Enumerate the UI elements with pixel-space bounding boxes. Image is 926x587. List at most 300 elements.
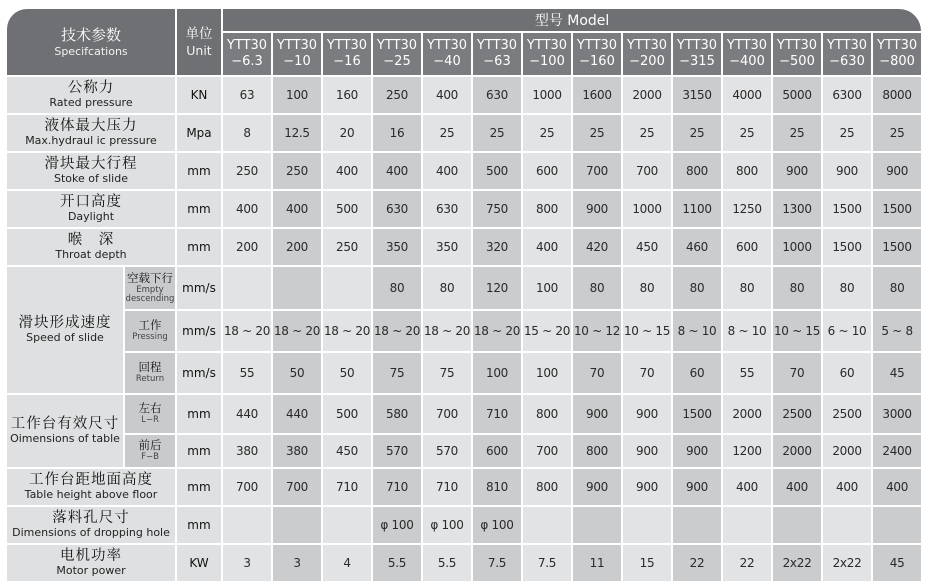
value-cell (273, 507, 321, 543)
unit-cell: mm/s (177, 353, 221, 393)
value-cell: φ 100 (473, 507, 521, 543)
value-cell: 80 (373, 267, 421, 309)
value-cell: 15 ~ 20 (523, 311, 571, 351)
value-cell: 800 (723, 153, 771, 189)
spec-table-body (7, 77, 921, 581)
value-cell: 420 (573, 229, 621, 265)
row-label-motor-power (7, 545, 175, 581)
model-series-text: YTT30 (476, 38, 518, 54)
value-cell: 400 (323, 153, 371, 189)
value-cell: 10 ~ 15 (623, 311, 671, 351)
value-cell: 700 (573, 153, 621, 189)
unit-cell: mm (177, 191, 221, 227)
value-cell: 400 (423, 153, 471, 189)
value-cell: 25 (623, 115, 671, 151)
value-cell: 18 ~ 20 (423, 311, 471, 351)
value-cell (673, 507, 721, 543)
value-cell: 900 (623, 469, 671, 505)
row-label-cn: 开口高度 (60, 193, 122, 210)
value-cell: 80 (623, 267, 671, 309)
value-cell: 800 (523, 469, 571, 505)
value-cell: 900 (573, 395, 621, 433)
unit-cell: Mpa (177, 115, 221, 151)
value-cell: 1200 (723, 435, 771, 467)
row-label-dropping-hole (7, 507, 175, 543)
value-cell: 400 (723, 469, 771, 505)
value-cell: 100 (523, 267, 571, 309)
value-cell: 750 (473, 191, 521, 227)
value-cell: 500 (323, 191, 371, 227)
model-series-text: YTT30 (576, 38, 618, 54)
value-cell: 450 (623, 229, 671, 265)
value-cell: 25 (473, 115, 521, 151)
value-cell: 4000 (723, 77, 771, 113)
row-label-en: Rated pressure (49, 96, 133, 110)
value-cell: 900 (573, 469, 621, 505)
value-cell: 200 (223, 229, 271, 265)
row-label-en: Dimensions of dropping hole (12, 526, 170, 540)
model-number-text: −6.3 (231, 54, 263, 70)
value-cell: 18 ~ 20 (473, 311, 521, 351)
row-label-cn: 落料孔尺寸 (52, 509, 130, 526)
row-sublabel-empty-descending (125, 267, 175, 309)
model-number-text: −500 (779, 54, 815, 70)
unit-cell: mm (177, 469, 221, 505)
row-sublabel-en: Return (135, 374, 165, 385)
value-cell: 700 (523, 435, 571, 467)
value-cell: 18 ~ 20 (373, 311, 421, 351)
value-cell: 25 (823, 115, 871, 151)
table-row-max-hydraulic-pressure (7, 115, 921, 151)
row-label-en: Daylight (67, 210, 115, 224)
value-cell: 710 (373, 469, 421, 505)
value-cell: 20 (323, 115, 371, 151)
value-cell: 250 (323, 229, 371, 265)
value-cell: 2500 (773, 395, 821, 433)
model-header (223, 33, 271, 75)
value-cell: 25 (673, 115, 721, 151)
row-label-en: Stoke of slide (54, 172, 128, 186)
value-cell: 3000 (873, 395, 921, 433)
model-header (323, 33, 371, 75)
value-cell: 100 (273, 77, 321, 113)
value-cell: 100 (473, 353, 521, 393)
value-cell: 80 (873, 267, 921, 309)
value-cell: 700 (273, 469, 321, 505)
value-cell: 15 (623, 545, 671, 581)
table-row-dropping-hole (7, 507, 921, 543)
unit-label-cn: 单位 (185, 26, 213, 43)
row-sublabel-en: L−R (141, 415, 159, 426)
value-cell: 400 (773, 469, 821, 505)
row-label-stroke-of-slide (7, 153, 175, 189)
value-cell: 460 (673, 229, 721, 265)
unit-cell: KW (177, 545, 221, 581)
value-cell (323, 507, 371, 543)
row-sublabel-table-fb (125, 435, 175, 467)
row-label-cn: 电机功率 (60, 547, 122, 564)
value-cell: 18 ~ 20 (323, 311, 371, 351)
value-cell (523, 507, 571, 543)
row-sublabel-cn: 空载下行 (127, 270, 173, 285)
value-cell: 55 (223, 353, 271, 393)
row-label-rated-pressure (7, 77, 175, 113)
value-cell: 5000 (773, 77, 821, 113)
value-cell: 710 (423, 469, 471, 505)
value-cell: 900 (673, 435, 721, 467)
value-cell (723, 507, 771, 543)
model-series-text: YTT30 (376, 38, 418, 54)
value-cell: 400 (873, 469, 921, 505)
value-cell (823, 507, 871, 543)
table-row-motor-power (7, 545, 921, 581)
row-sublabel-cn: 工作 (138, 318, 162, 333)
value-cell: 5.5 (423, 545, 471, 581)
row-sublabel-table-lr (125, 395, 175, 433)
value-cell: φ 100 (423, 507, 471, 543)
value-cell: 2400 (873, 435, 921, 467)
table-row-rated-pressure (7, 77, 921, 113)
value-cell: 8 (223, 115, 271, 151)
model-number-text: −160 (579, 54, 615, 70)
value-cell: 800 (673, 153, 721, 189)
model-series-text: YTT30 (526, 38, 568, 54)
value-cell: 500 (323, 395, 371, 433)
row-label-throat-depth (7, 229, 175, 265)
value-cell: 63 (223, 77, 271, 113)
value-cell: 6300 (823, 77, 871, 113)
model-series-text: YTT30 (776, 38, 818, 54)
value-cell: 22 (673, 545, 721, 581)
unit-cell: mm (177, 153, 221, 189)
value-cell: 380 (273, 435, 321, 467)
value-cell: 630 (473, 77, 521, 113)
value-cell: 1500 (673, 395, 721, 433)
value-cell: 80 (823, 267, 871, 309)
value-cell: 400 (823, 469, 871, 505)
model-series-text: YTT30 (676, 38, 718, 54)
model-header (773, 33, 821, 75)
value-cell: 3150 (673, 77, 721, 113)
value-cell: 25 (773, 115, 821, 151)
value-cell: 810 (473, 469, 521, 505)
unit-cell: mm (177, 395, 221, 433)
row-label-cn: 滑块最大行程 (44, 155, 138, 172)
value-cell: 700 (223, 469, 271, 505)
value-cell (323, 267, 371, 309)
value-cell: 600 (723, 229, 771, 265)
value-cell: 900 (623, 435, 671, 467)
table-row-throat-depth (7, 229, 921, 265)
value-cell: 25 (423, 115, 471, 151)
value-cell: 12.5 (273, 115, 321, 151)
model-band-header: 型号 Model (223, 9, 921, 31)
model-header (623, 33, 671, 75)
model-header (823, 33, 871, 75)
value-cell: 18 ~ 20 (273, 311, 321, 351)
row-label-en: Max.hydraul ic pressure (25, 134, 157, 148)
table-row-table-height (7, 469, 921, 505)
row-group-label-cn: 滑块形成速度 (18, 314, 112, 331)
value-cell: 11 (573, 545, 621, 581)
unit-header (177, 9, 221, 75)
value-cell: 400 (373, 153, 421, 189)
value-cell: 50 (323, 353, 371, 393)
value-cell: 8000 (873, 77, 921, 113)
value-cell: 600 (523, 153, 571, 189)
value-cell: 22 (723, 545, 771, 581)
value-cell: 2x22 (773, 545, 821, 581)
value-cell (623, 507, 671, 543)
model-header (373, 33, 421, 75)
value-cell: 900 (773, 153, 821, 189)
value-cell: 900 (623, 395, 671, 433)
model-header (723, 33, 771, 75)
value-cell: 350 (373, 229, 421, 265)
value-cell: 60 (673, 353, 721, 393)
model-number-text: −63 (483, 54, 511, 70)
row-label-daylight (7, 191, 175, 227)
value-cell: 400 (223, 191, 271, 227)
model-number-text: −40 (433, 54, 461, 70)
value-cell: 440 (223, 395, 271, 433)
value-cell: 320 (473, 229, 521, 265)
value-cell: 8 ~ 10 (723, 311, 771, 351)
row-label-cn: 喉 深 (67, 231, 115, 248)
value-cell: 570 (373, 435, 421, 467)
value-cell: 25 (573, 115, 621, 151)
row-label-en: Throat depth (55, 248, 127, 262)
model-header (273, 33, 321, 75)
value-cell: 1000 (623, 191, 671, 227)
row-label-en: Motor power (56, 564, 126, 578)
value-cell: 800 (523, 191, 571, 227)
value-cell (223, 267, 271, 309)
model-series-text: YTT30 (826, 38, 868, 54)
value-cell: 800 (573, 435, 621, 467)
model-series-text: YTT30 (726, 38, 768, 54)
table-row-table-fb (7, 435, 921, 467)
value-cell: 60 (823, 353, 871, 393)
value-cell: 100 (523, 353, 571, 393)
value-cell: 25 (873, 115, 921, 151)
value-cell: 75 (423, 353, 471, 393)
table-row-empty-descending (7, 267, 921, 309)
value-cell: 25 (523, 115, 571, 151)
value-cell: 1300 (773, 191, 821, 227)
value-cell: 2x22 (823, 545, 871, 581)
value-cell: 440 (273, 395, 321, 433)
row-sublabel-cn: 前后 (138, 438, 162, 453)
row-sublabel-en: Pressing (132, 332, 168, 343)
model-number-text: −200 (629, 54, 665, 70)
spec-table (5, 7, 923, 583)
value-cell: 580 (373, 395, 421, 433)
row-label-table-height (7, 469, 175, 505)
value-cell: 500 (473, 153, 521, 189)
model-header (673, 33, 721, 75)
row-group-label-empty-descending (7, 267, 123, 393)
value-cell: 8 ~ 10 (673, 311, 721, 351)
row-group-label-en: Oimensions of table (10, 432, 120, 446)
row-sublabel-cn: 回程 (138, 360, 162, 375)
value-cell: 7.5 (523, 545, 571, 581)
value-cell: 900 (573, 191, 621, 227)
value-cell: 400 (273, 191, 321, 227)
value-cell: 1600 (573, 77, 621, 113)
model-header (523, 33, 571, 75)
value-cell: 1500 (873, 191, 921, 227)
unit-label-en: Unit (186, 42, 212, 58)
value-cell: 380 (223, 435, 271, 467)
model-series-text: YTT30 (226, 38, 268, 54)
model-number-text: −630 (829, 54, 865, 70)
model-header (473, 33, 521, 75)
unit-cell: mm (177, 435, 221, 467)
value-cell: 5.5 (373, 545, 421, 581)
row-sublabel-en: F−B (141, 452, 159, 463)
value-cell: 800 (523, 395, 571, 433)
row-group-label-table-lr (7, 395, 123, 467)
model-number-text: −25 (383, 54, 411, 70)
value-cell: 1100 (673, 191, 721, 227)
value-cell: 400 (523, 229, 571, 265)
model-header (873, 33, 921, 75)
model-header (573, 33, 621, 75)
value-cell: 70 (573, 353, 621, 393)
value-cell: 50 (273, 353, 321, 393)
value-cell: 80 (673, 267, 721, 309)
value-cell: 80 (773, 267, 821, 309)
value-cell (773, 507, 821, 543)
tech-params-label-en: Specifcations (54, 44, 128, 58)
value-cell: 6 ~ 10 (823, 311, 871, 351)
tech-params-header (7, 9, 175, 75)
model-number-text: −800 (879, 54, 915, 70)
table-row-daylight (7, 191, 921, 227)
value-cell: 900 (673, 469, 721, 505)
value-cell: 120 (473, 267, 521, 309)
value-cell: 710 (323, 469, 371, 505)
value-cell: 3 (223, 545, 271, 581)
unit-cell: mm (177, 507, 221, 543)
row-sublabel-en: Empty descending (125, 284, 175, 304)
value-cell: 10 ~ 12 (573, 311, 621, 351)
value-cell: 75 (373, 353, 421, 393)
model-series-text: YTT30 (326, 38, 368, 54)
value-cell: 25 (723, 115, 771, 151)
unit-cell: mm/s (177, 267, 221, 309)
value-cell: 1000 (773, 229, 821, 265)
model-series-text: YTT30 (426, 38, 468, 54)
value-cell: 18 ~ 20 (223, 311, 271, 351)
value-cell: φ 100 (373, 507, 421, 543)
row-group-label-en: Speed of slide (26, 331, 104, 345)
unit-cell: KN (177, 77, 221, 113)
value-cell: 5 ~ 8 (873, 311, 921, 351)
row-label-cn: 工作台距地面高度 (29, 471, 153, 488)
row-label-max-hydraulic-pressure (7, 115, 175, 151)
value-cell: 900 (873, 153, 921, 189)
value-cell (573, 507, 621, 543)
value-cell: 2500 (823, 395, 871, 433)
table-row-table-lr (7, 395, 921, 433)
value-cell: 16 (373, 115, 421, 151)
value-cell: 80 (723, 267, 771, 309)
value-cell: 80 (573, 267, 621, 309)
model-series-text: YTT30 (626, 38, 668, 54)
value-cell: 2000 (773, 435, 821, 467)
value-cell: 600 (473, 435, 521, 467)
model-number-text: −315 (679, 54, 715, 70)
value-cell: 350 (423, 229, 471, 265)
row-label-en: Table height above floor (24, 488, 158, 502)
table-row-return (7, 353, 921, 393)
unit-cell: mm/s (177, 311, 221, 351)
value-cell: 200 (273, 229, 321, 265)
value-cell: 3 (273, 545, 321, 581)
header-band-row (7, 9, 921, 31)
value-cell: 55 (723, 353, 771, 393)
value-cell: 2000 (723, 395, 771, 433)
row-label-cn: 公称力 (67, 79, 115, 96)
row-label-cn: 液体最大压力 (44, 117, 138, 134)
value-cell: 400 (423, 77, 471, 113)
value-cell: 70 (773, 353, 821, 393)
unit-cell: mm (177, 229, 221, 265)
value-cell: 2000 (623, 77, 671, 113)
value-cell: 710 (473, 395, 521, 433)
model-number-text: −100 (529, 54, 565, 70)
value-cell: 1500 (823, 191, 871, 227)
tech-params-label-cn: 技术参数 (60, 26, 121, 45)
value-cell: 1500 (873, 229, 921, 265)
value-cell: 45 (873, 353, 921, 393)
row-sublabel-cn: 左右 (138, 401, 162, 416)
value-cell: 700 (423, 395, 471, 433)
value-cell: 70 (623, 353, 671, 393)
model-number-text: −16 (333, 54, 361, 70)
model-number-text: −400 (729, 54, 765, 70)
value-cell: 10 ~ 15 (773, 311, 821, 351)
value-cell: 570 (423, 435, 471, 467)
value-cell: 2000 (823, 435, 871, 467)
value-cell: 630 (373, 191, 421, 227)
value-cell: 250 (223, 153, 271, 189)
value-cell (223, 507, 271, 543)
value-cell: 1500 (823, 229, 871, 265)
value-cell: 630 (423, 191, 471, 227)
value-cell: 1250 (723, 191, 771, 227)
row-group-label-cn: 工作台有效尺寸 (10, 415, 120, 432)
row-sublabel-return (125, 353, 175, 393)
model-number-text: −10 (283, 54, 311, 70)
row-sublabel-pressing (125, 311, 175, 351)
value-cell: 7.5 (473, 545, 521, 581)
value-cell (273, 267, 321, 309)
value-cell: 700 (623, 153, 671, 189)
table-row-pressing (7, 311, 921, 351)
value-cell: 45 (873, 545, 921, 581)
model-header (423, 33, 471, 75)
value-cell: 80 (423, 267, 471, 309)
value-cell: 900 (823, 153, 871, 189)
value-cell: 450 (323, 435, 371, 467)
model-series-text: YTT30 (877, 38, 918, 54)
value-cell (873, 507, 921, 543)
value-cell: 250 (273, 153, 321, 189)
model-series-text: YTT30 (276, 38, 318, 54)
